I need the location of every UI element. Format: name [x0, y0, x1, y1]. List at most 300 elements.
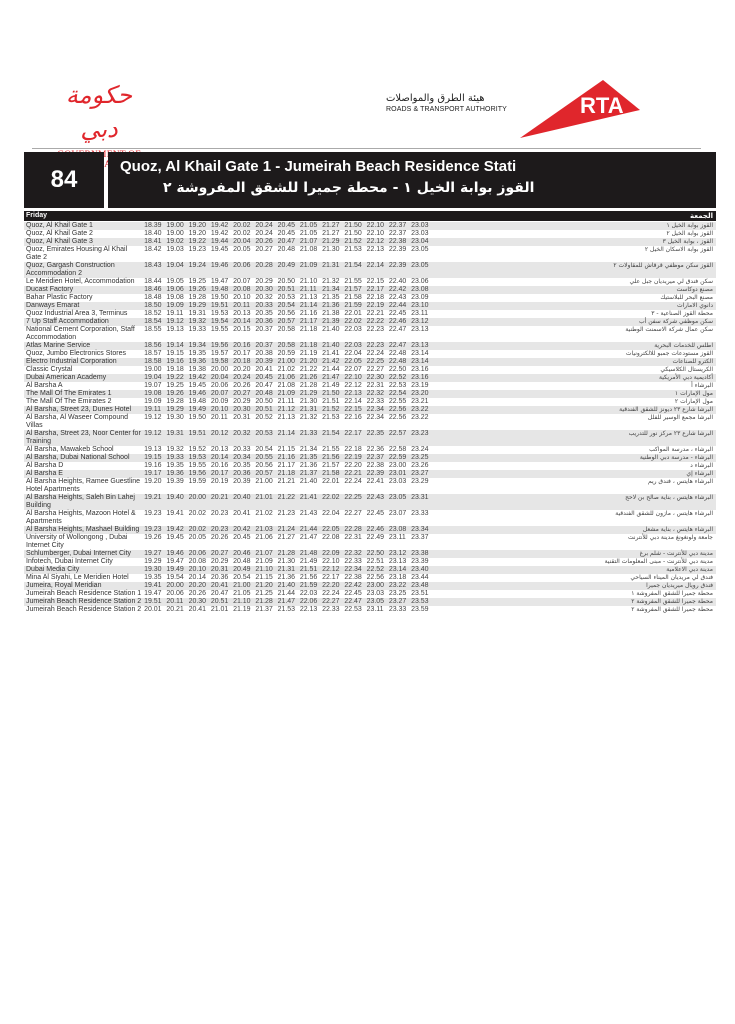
- departure-time: 21.12: [278, 406, 300, 414]
- departure-time: 20.56: [255, 462, 273, 469]
- departure-time: 22.34: [366, 414, 385, 421]
- departure-time: 20.27: [233, 390, 255, 398]
- departure-time: 19.58: [211, 358, 233, 366]
- table-row: [24, 558, 716, 566]
- departure-time: 20.24: [255, 230, 273, 237]
- departure-time: 20.57: [255, 470, 277, 478]
- departure-time: 21.14: [300, 302, 322, 310]
- departure-time: 20.37: [255, 326, 273, 333]
- stop-name-arabic: مول الإمارات ٢: [674, 398, 713, 405]
- departure-time: 20.45: [277, 230, 296, 237]
- departure-time: 21.05: [233, 590, 251, 597]
- departure-time: 22.22: [367, 318, 389, 326]
- departure-time: 21.11: [277, 398, 295, 405]
- departure-time: 21.40: [278, 582, 300, 590]
- departure-time: 22.19: [344, 454, 366, 462]
- stop-name-arabic: سكن عمال شركة الاسمنت الوطنية: [625, 326, 713, 333]
- departure-time: 21.11: [300, 286, 322, 294]
- departure-time: 21.00: [278, 358, 300, 366]
- departure-time: 20.58: [278, 342, 300, 350]
- departure-time: 21.30: [322, 246, 340, 253]
- departure-time: 22.10: [322, 558, 340, 565]
- departure-time: 19.11: [166, 310, 184, 317]
- departure-time: 21.52: [344, 238, 366, 246]
- spacer: [433, 446, 526, 454]
- departure-time: 19.04: [166, 262, 188, 278]
- spacer: [433, 510, 526, 526]
- departure-time: 22.43: [388, 294, 407, 301]
- departure-time: 19.45: [210, 246, 229, 253]
- departure-time: 21.31: [278, 566, 300, 574]
- departure-time: 23.38: [411, 550, 433, 558]
- departure-time: 19.48: [211, 286, 233, 294]
- departure-time: 23.53: [411, 598, 433, 606]
- spacer: [433, 606, 526, 614]
- departure-time: 19.23: [188, 246, 207, 253]
- departure-time: 21.29: [322, 238, 344, 246]
- departure-time: 19.31: [188, 310, 207, 317]
- departure-time: 19.36: [166, 470, 188, 478]
- departure-time: 19.55: [188, 462, 207, 469]
- table-row: [24, 462, 716, 470]
- departure-time: 21.47: [278, 598, 300, 606]
- departure-time: 20.41: [188, 606, 207, 613]
- departure-time: 23.08: [389, 526, 411, 534]
- stop-name-arabic: البرشاء هايتس ، مازون للشقق الفندقية: [615, 510, 713, 517]
- departure-time: 21.34: [322, 286, 344, 294]
- departure-time: 21.54: [322, 430, 344, 446]
- departure-time: 20.49: [233, 566, 255, 574]
- table-row: [24, 262, 716, 278]
- departure-time: 21.16: [299, 310, 318, 317]
- departure-time: 21.53: [322, 414, 340, 421]
- stop-name: Al Barsha, Dubai National School: [24, 454, 144, 462]
- table-row: [24, 454, 716, 462]
- departure-time: 21.05: [299, 230, 318, 237]
- table-row: [24, 414, 716, 430]
- departure-time: 20.11: [166, 598, 188, 606]
- departure-time: 21.30: [299, 398, 318, 405]
- table-row: [24, 566, 716, 574]
- departure-time: 23.26: [411, 462, 429, 469]
- table-row: [24, 598, 716, 606]
- departure-time: 21.35: [322, 294, 340, 301]
- departure-time: 20.59: [277, 350, 296, 357]
- departure-time: 20.29: [233, 398, 251, 405]
- route-title-arabic: القوز بوابة الخيل ١ - محطة جميرا للشقق المفروشة ٢: [163, 180, 535, 196]
- departure-time: 22.46: [389, 318, 411, 326]
- departure-time: 19.00: [166, 230, 184, 237]
- departure-time: 20.02: [188, 510, 207, 517]
- rta-logo-text: RTA: [580, 93, 624, 118]
- departure-time: 21.41: [322, 350, 340, 357]
- departure-time: 20.23: [211, 526, 233, 534]
- departure-time: 21.50: [344, 230, 362, 237]
- departure-time: 23.05: [367, 598, 389, 606]
- departure-time: 23.13: [388, 558, 407, 565]
- departure-time: 18.50: [144, 302, 166, 310]
- departure-time: 20.17: [211, 470, 233, 478]
- departure-time: 23.33: [411, 510, 429, 517]
- spacer: [433, 262, 526, 278]
- stop-name-arabic: البرشاء هايتس ، بناية مشعل: [526, 526, 716, 534]
- spacer: [433, 454, 526, 462]
- departure-time: 20.29: [255, 278, 273, 285]
- departure-time: 23.14: [389, 566, 411, 574]
- departure-time: 23.16: [411, 366, 429, 373]
- departure-time: 21.07: [300, 238, 322, 246]
- departure-time: 20.21: [166, 606, 184, 613]
- departure-time: 19.29: [144, 558, 162, 565]
- stop-name: Dubai American Academy: [24, 374, 144, 382]
- stop-name: Quoz, Al Khail Gate 1: [24, 222, 144, 230]
- departure-time: 22.17: [322, 574, 340, 581]
- departure-time: 19.32: [166, 446, 184, 453]
- departure-time: 22.19: [367, 302, 389, 310]
- spacer: [433, 238, 526, 246]
- departure-time: 22.42: [344, 582, 366, 590]
- departure-time: 20.05: [188, 534, 207, 541]
- departure-time: 22.47: [389, 342, 411, 350]
- departure-time: 19.39: [166, 478, 184, 485]
- departure-time: 19.25: [166, 382, 184, 389]
- departure-time: 19.56: [189, 470, 211, 478]
- departure-time: 21.15: [277, 446, 296, 453]
- stop-name: Quoz, Al Khail Gate 3: [24, 238, 144, 246]
- departure-time: 22.02: [322, 494, 344, 510]
- departure-time: 19.16: [166, 358, 188, 366]
- departure-time: 20.26: [188, 590, 207, 597]
- stop-name-arabic: مدينة دبي للأنترنت - مبنى المعلومات التقنية: [604, 558, 713, 565]
- departure-time: 19.35: [188, 350, 207, 357]
- spacer: [433, 558, 526, 566]
- departure-time: 19.30: [144, 566, 166, 574]
- departure-time: 22.04: [322, 510, 340, 517]
- table-row: [24, 582, 716, 590]
- stop-name: Schlumberger, Dubai Internet City: [24, 550, 144, 558]
- departure-time: 19.54: [211, 318, 233, 326]
- stop-name-arabic: محطة جميرا للشقق المفروشة ١: [631, 590, 713, 597]
- departure-time: 21.50: [322, 390, 344, 398]
- departure-time: 21.59: [344, 302, 366, 310]
- departure-time: 20.31: [233, 414, 251, 421]
- departure-time: 21.34: [299, 446, 318, 453]
- departure-time: 20.04: [233, 238, 255, 246]
- departure-time: 20.40: [233, 494, 255, 510]
- departure-time: 21.10: [255, 566, 277, 574]
- departure-time: 23.27: [389, 598, 411, 606]
- departure-time: 22.18: [344, 446, 362, 453]
- departure-time: 21.13: [299, 294, 318, 301]
- stop-name: Infotech, Dubai Internet City: [26, 558, 113, 565]
- departure-time: 20.19: [210, 478, 229, 485]
- departure-time: 23.16: [411, 374, 433, 382]
- table-row: [24, 494, 716, 510]
- departure-time: 19.08: [144, 390, 166, 398]
- spacer: [433, 598, 526, 606]
- spacer: [433, 550, 526, 558]
- stop-name: Al Barsha Heights, Mashael Building: [24, 526, 144, 534]
- departure-time: 21.01: [210, 606, 229, 613]
- departure-time: 19.09: [166, 302, 188, 310]
- departure-time: 20.42: [233, 526, 255, 534]
- departure-time: 21.50: [344, 222, 366, 230]
- departure-time: 19.52: [188, 446, 207, 453]
- departure-time: 22.10: [344, 374, 366, 382]
- departure-time: 21.30: [277, 558, 296, 565]
- rta-name-block: [386, 93, 521, 113]
- departure-time: 21.09: [255, 558, 273, 565]
- departure-time: 21.44: [300, 526, 322, 534]
- departure-time: 22.52: [389, 374, 411, 382]
- departure-time: 22.50: [367, 550, 389, 558]
- departure-time: 20.48: [277, 246, 296, 253]
- table-row: [24, 326, 716, 342]
- departure-time: 22.53: [344, 606, 362, 613]
- spacer: [433, 414, 526, 430]
- departure-time: 19.54: [166, 574, 184, 581]
- stop-name-arabic: الكترو للصناعات: [526, 358, 716, 366]
- spacer: [433, 286, 526, 294]
- departure-time: 22.49: [366, 534, 385, 541]
- departure-time: 20.41: [233, 510, 251, 517]
- table-row: [24, 310, 716, 318]
- departure-time: 20.56: [277, 310, 296, 317]
- departure-time: 20.37: [255, 342, 277, 350]
- departure-time: 20.06: [210, 382, 229, 389]
- departure-time: 21.29: [300, 390, 322, 398]
- departure-time: 19.16: [144, 462, 162, 469]
- table-row: [24, 390, 716, 398]
- departure-time: 22.33: [344, 558, 362, 565]
- departure-time: 22.02: [344, 318, 366, 326]
- departure-time: 23.51: [411, 590, 429, 597]
- stop-name: Al Barsha, Street 23, Noor Center for Training: [24, 430, 144, 446]
- stop-name: Quoz, Jumbo Electronics Stores: [26, 350, 126, 357]
- departure-time: 22.38: [344, 574, 362, 581]
- departure-time: 20.33: [233, 446, 251, 453]
- departure-time: 22.25: [367, 358, 389, 366]
- stop-name-arabic: البرشا شارع ٢٣ مركز نور للتدريب: [526, 430, 716, 446]
- departure-time: 21.17: [300, 318, 322, 326]
- stop-name: Classic Crystal: [26, 366, 73, 373]
- departure-time: 19.07: [144, 382, 162, 389]
- departure-time: 20.08: [188, 558, 207, 565]
- departure-time: 23.13: [411, 326, 429, 333]
- spacer: [433, 478, 526, 494]
- departure-time: 21.01: [255, 494, 277, 510]
- departure-time: 20.41: [211, 582, 233, 590]
- departure-time: 19.46: [189, 390, 211, 398]
- departure-time: 21.51: [322, 398, 340, 405]
- departure-time: 20.13: [210, 446, 229, 453]
- departure-time: 20.10: [233, 294, 251, 301]
- departure-time: 22.52: [367, 566, 389, 574]
- departure-time: 19.13: [166, 326, 184, 333]
- departure-time: 20.32: [233, 430, 255, 446]
- spacer: [433, 358, 526, 366]
- spacer: [433, 430, 526, 446]
- departure-time: 22.39: [388, 246, 407, 253]
- departure-time: 19.08: [166, 294, 184, 301]
- departure-time: 20.49: [278, 262, 300, 278]
- departure-time: 21.18: [278, 470, 300, 478]
- departure-time: 21.20: [300, 358, 322, 366]
- departure-time: 23.08: [411, 286, 433, 294]
- departure-time: 21.14: [278, 430, 300, 446]
- departure-time: 23.22: [411, 406, 433, 414]
- departure-time: 22.16: [344, 414, 362, 421]
- departure-time: 22.04: [344, 350, 362, 357]
- spacer: [433, 494, 526, 510]
- departure-time: 21.59: [300, 582, 322, 590]
- departure-time: 21.28: [255, 598, 277, 606]
- stop-name: Al Barsha, Street 23, Dunes Hotel: [24, 406, 144, 414]
- departure-time: 21.40: [322, 342, 344, 350]
- stop-name: Jumeira, Royal Meridian: [24, 582, 144, 590]
- departure-time: 19.41: [166, 510, 184, 517]
- departure-time: 22.12: [344, 382, 362, 389]
- departure-time: 20.14: [211, 454, 233, 462]
- departure-time: 22.34: [344, 566, 366, 574]
- departure-time: 20.21: [211, 494, 233, 510]
- departure-time: 21.10: [233, 598, 255, 606]
- departure-time: 19.20: [189, 222, 211, 230]
- timetable: [24, 222, 716, 614]
- departure-time: 20.32: [255, 294, 273, 301]
- departure-time: 20.53: [255, 430, 277, 446]
- departure-time: 22.47: [388, 326, 407, 333]
- spacer: [433, 590, 526, 598]
- stop-name-arabic: البرشاء ، مدرسة المواكب: [649, 446, 713, 453]
- departure-time: 21.52: [322, 406, 344, 414]
- departure-time: 21.00: [233, 582, 255, 590]
- spacer: [433, 278, 526, 286]
- departure-time: 20.55: [255, 454, 277, 462]
- departure-time: 19.20: [188, 230, 207, 237]
- departure-time: 22.14: [367, 262, 389, 278]
- stop-name: Danways Emarat: [24, 302, 144, 310]
- stop-name-arabic: البرشاء هايتس ، فندق ريم: [647, 478, 713, 485]
- departure-time: 19.47: [166, 558, 184, 565]
- departure-time: 19.14: [166, 342, 188, 350]
- departure-time: 22.13: [366, 246, 385, 253]
- stop-name: Al Barsha D: [26, 462, 64, 469]
- spacer: [433, 302, 526, 310]
- departure-time: 21.53: [277, 606, 296, 613]
- departure-time: 19.40: [166, 494, 188, 510]
- departure-time: 21.21: [277, 478, 296, 485]
- table-row: [24, 470, 716, 478]
- departure-time: 20.12: [211, 430, 233, 446]
- departure-time: 19.35: [166, 462, 184, 469]
- departure-time: 18.55: [144, 326, 162, 333]
- departure-time: 22.37: [367, 454, 389, 462]
- stop-name-arabic: القوز بوابة الخيل ٢: [666, 230, 713, 237]
- departure-time: 23.09: [411, 294, 429, 301]
- departure-time: 22.31: [366, 382, 385, 389]
- departure-time: 20.26: [255, 238, 277, 246]
- stop-name-arabic: أكاديمية دبي الأمريكية: [526, 374, 716, 382]
- departure-time: 22.56: [388, 414, 407, 421]
- departure-time: 21.36: [299, 462, 318, 469]
- departure-time: 21.18: [299, 326, 318, 333]
- departure-time: 22.07: [344, 366, 362, 373]
- departure-time: 23.22: [389, 582, 411, 590]
- departure-time: 20.18: [233, 358, 255, 366]
- departure-time: 21.19: [233, 606, 251, 613]
- stop-name-arabic: البرشاء هايتس ، بناية صالح بن لاحج: [526, 494, 716, 510]
- stop-name-arabic: مول الإمارات ١: [526, 390, 716, 398]
- departure-time: 23.05: [411, 246, 429, 253]
- stop-name: National Cement Corporation, Staff Accommodation: [26, 326, 135, 341]
- departure-time: 22.54: [389, 390, 411, 398]
- departure-time: 23.48: [411, 582, 433, 590]
- stop-name: Al Barsha Heights, Ramee Guestline Hotel Apartments: [26, 478, 140, 493]
- departure-time: 22.20: [322, 582, 344, 590]
- departure-time: 19.03: [166, 246, 184, 253]
- departure-time: 21.58: [344, 294, 362, 301]
- departure-time: 19.00: [166, 222, 188, 230]
- stop-name-arabic: البرشاء أ: [691, 382, 713, 389]
- departure-time: 19.27: [144, 550, 166, 558]
- departure-time: 22.43: [367, 494, 389, 510]
- departure-time: 23.06: [411, 278, 429, 285]
- day-label-arabic: الجمعة: [690, 212, 713, 220]
- departure-time: 19.57: [210, 350, 229, 357]
- departure-time: 22.05: [344, 358, 366, 366]
- departure-time: 23.03: [411, 230, 429, 237]
- table-row: [24, 526, 716, 534]
- departure-time: 20.26: [210, 534, 229, 541]
- departure-time: 22.08: [322, 534, 340, 541]
- table-row: [24, 302, 716, 310]
- departure-time: 19.55: [210, 326, 229, 333]
- departure-time: 23.14: [411, 358, 433, 366]
- table-row: [24, 406, 716, 414]
- departure-time: 19.24: [189, 262, 211, 278]
- stop-name-arabic: مصنع دوكاست: [526, 286, 716, 294]
- departure-time: 22.17: [367, 286, 389, 294]
- stop-name-arabic: البرشا مجمع الوسير للفلل: [647, 414, 713, 421]
- stop-name: 7 Up Staff Accommodation: [24, 318, 144, 326]
- departure-time: 18.42: [144, 246, 162, 253]
- departure-time: 21.20: [255, 582, 277, 590]
- departure-time: 22.33: [366, 398, 385, 405]
- departure-time: 20.07: [233, 278, 251, 285]
- departure-time: 23.40: [411, 566, 433, 574]
- departure-time: 19.22: [166, 374, 188, 382]
- spacer: [433, 294, 526, 302]
- departure-time: 23.25: [388, 590, 407, 597]
- departure-time: 23.00: [367, 582, 389, 590]
- stop-name-arabic: دانوي الامارات: [526, 302, 716, 310]
- departure-time: 19.02: [166, 238, 188, 246]
- departure-time: 22.53: [388, 382, 407, 389]
- departure-time: 19.51: [144, 598, 166, 606]
- departure-time: 20.27: [211, 550, 233, 558]
- departure-time: 20.10: [211, 406, 233, 414]
- departure-time: 20.06: [166, 590, 184, 597]
- stop-name: Al Barsha, Al Waseer Compound Villas: [26, 414, 129, 429]
- departure-time: 22.01: [322, 478, 340, 485]
- departure-time: 19.47: [144, 590, 162, 597]
- departure-time: 22.56: [366, 574, 385, 581]
- spacer: [433, 350, 526, 358]
- departure-time: 19.21: [144, 494, 166, 510]
- departure-time: 21.39: [322, 318, 344, 326]
- route-number: 84: [24, 152, 104, 208]
